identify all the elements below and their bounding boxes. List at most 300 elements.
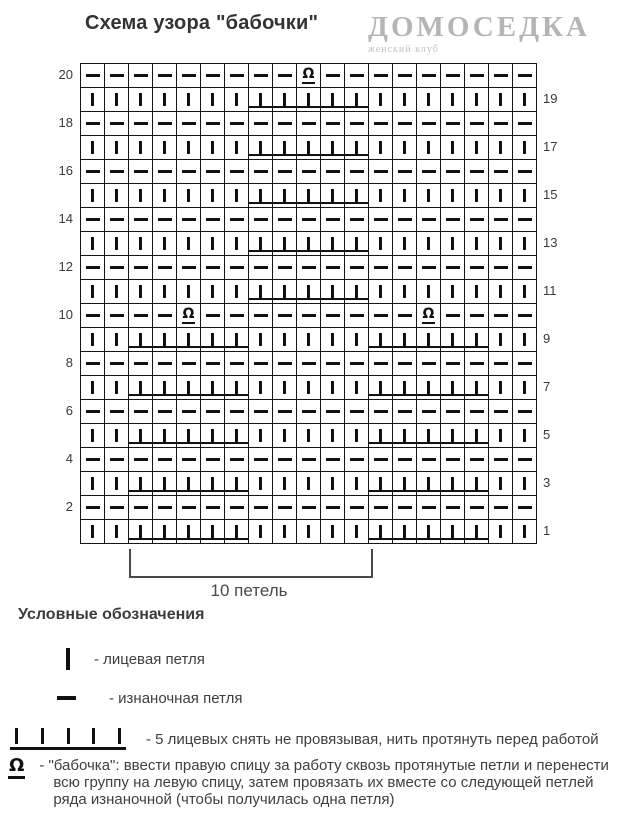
chart-cell-slipped-knit-with-strand	[225, 424, 249, 448]
knit-bar-icon	[451, 429, 454, 442]
row-number-left	[46, 327, 80, 351]
chart-cell-purl-stitch	[105, 448, 129, 472]
chart-cell-purl-stitch	[417, 496, 441, 520]
legend-item-label: - 5 лицевых снять не провязывая, нить протянуть перед работой	[146, 731, 599, 748]
knit-bar-icon	[403, 237, 406, 250]
chart-cell-slipped-knit-with-strand	[273, 184, 297, 208]
chart-cell-slipped-knit-with-strand	[225, 328, 249, 352]
chart-cell-slipped-knit-with-strand	[129, 424, 153, 448]
knit-bar-icon	[283, 477, 286, 490]
purl-dash-icon	[110, 170, 124, 173]
knit-bar-icon	[91, 477, 94, 490]
chart-cell-purl-stitch	[297, 448, 321, 472]
row-number-left: 18	[58, 115, 73, 130]
purl-dash-icon	[110, 74, 124, 77]
chart-cell-purl-stitch	[153, 400, 177, 424]
chart-cell-purl-stitch	[489, 256, 513, 280]
knit-bar-icon	[163, 525, 166, 538]
chart-cell-purl-stitch	[153, 304, 177, 328]
purl-dash-icon	[134, 362, 148, 365]
knit-bar-icon	[211, 525, 214, 538]
knit-bar-icon	[139, 381, 142, 394]
purl-dash-icon	[398, 122, 412, 125]
chart-cell-knit-stitch	[201, 88, 225, 112]
chart-cell-purl-stitch	[201, 64, 225, 88]
knit-bar-icon	[403, 333, 406, 346]
purl-dash-icon	[494, 122, 508, 125]
purl-dash-icon	[470, 506, 484, 509]
chart-cell-purl-stitch	[321, 448, 345, 472]
chart-cell-knit-stitch	[393, 232, 417, 256]
chart-cell-purl-stitch	[369, 208, 393, 232]
knit-bar-icon	[451, 477, 454, 490]
purl-dash-icon	[278, 122, 292, 125]
knit-bar-icon	[163, 381, 166, 394]
chart-cell-knit-stitch	[153, 136, 177, 160]
chart-cell-knit-stitch	[321, 376, 345, 400]
chart-cell-purl-stitch	[105, 352, 129, 376]
butterfly-icon: Ω	[302, 66, 315, 82]
knit-bar-icon	[235, 285, 238, 298]
chart-cell-slipped-knit-with-strand	[129, 376, 153, 400]
purl-dash-icon	[278, 362, 292, 365]
chart-cell-slipped-knit-with-strand	[297, 88, 321, 112]
row-number-right	[537, 207, 571, 231]
purl-dash-icon	[374, 314, 388, 317]
purl-dash-icon	[494, 74, 508, 77]
purl-dash-icon	[350, 122, 364, 125]
row-number-right: 9	[543, 331, 551, 346]
butterfly-icon: Ω	[182, 306, 195, 322]
chart-cell-purl-stitch	[345, 160, 369, 184]
purl-dash-icon	[302, 410, 316, 413]
knit-bar-icon	[163, 477, 166, 490]
row-number-left	[46, 231, 80, 255]
knit-bar-icon	[259, 477, 262, 490]
purl-dash-icon	[206, 74, 220, 77]
knit-bar-icon	[187, 285, 190, 298]
purl-dash-icon	[422, 74, 436, 77]
row-number-right	[537, 63, 571, 87]
chart-cell-purl-stitch	[177, 496, 201, 520]
chart-cell-butterfly	[177, 304, 201, 328]
chart-cell-purl-stitch	[297, 352, 321, 376]
purl-dash-icon	[278, 458, 292, 461]
chart-cell-purl-stitch	[441, 352, 465, 376]
chart-cell-purl-stitch	[297, 112, 321, 136]
purl-dash-icon	[518, 506, 532, 509]
knit-bar-icon	[403, 141, 406, 154]
chart-cell-knit-stitch	[249, 328, 273, 352]
knit-bar-icon	[379, 237, 382, 250]
chart-cell-purl-stitch	[249, 256, 273, 280]
knit-bar-icon	[211, 477, 214, 490]
purl-dash-icon	[158, 314, 172, 317]
chart-cell-slipped-knit-with-strand	[177, 424, 201, 448]
knit-bar-icon	[379, 477, 382, 490]
chart-cell-knit-stitch	[81, 520, 105, 544]
chart-cell-knit-stitch	[129, 232, 153, 256]
purl-dash-icon	[110, 506, 124, 509]
knit-bar-icon	[331, 141, 334, 154]
chart-cell-knit-stitch	[489, 88, 513, 112]
chart-cell-purl-stitch	[129, 400, 153, 424]
purl-dash-icon	[254, 218, 268, 221]
purl-dash-icon	[350, 362, 364, 365]
knit-bar-icon	[211, 237, 214, 250]
chart-cell-purl-stitch	[129, 256, 153, 280]
chart-cell-purl-stitch	[273, 448, 297, 472]
chart-cell-slipped-knit-with-strand	[201, 520, 225, 544]
chart-cell-purl-stitch	[297, 208, 321, 232]
row-number-left	[46, 183, 80, 207]
purl-dash-icon	[158, 266, 172, 269]
knit-bar-icon	[187, 477, 190, 490]
chart-cell-slipped-knit-with-strand	[369, 520, 393, 544]
chart-cell-knit-stitch	[345, 376, 369, 400]
chart-cell-purl-stitch	[225, 352, 249, 376]
chart-cell-purl-stitch	[153, 256, 177, 280]
purl-dash-icon	[254, 170, 268, 173]
purl-dash-icon	[374, 122, 388, 125]
chart-cell-knit-stitch	[513, 88, 537, 112]
purl-dash-icon	[422, 362, 436, 365]
chart-cell-slipped-knit-with-strand	[225, 472, 249, 496]
chart-cell-purl-stitch	[417, 160, 441, 184]
chart-cell-knit-stitch	[513, 136, 537, 160]
chart-cell-slipped-knit-with-strand	[249, 232, 273, 256]
chart-cell-purl-stitch	[201, 304, 225, 328]
row-number-left: 14	[58, 211, 73, 226]
knit-bar-icon	[475, 189, 478, 202]
chart-cell-purl-stitch	[297, 400, 321, 424]
chart-cell-slipped-knit-with-strand	[369, 424, 393, 448]
chart-cell-purl-stitch	[513, 448, 537, 472]
knit-bar-icon	[91, 333, 94, 346]
knit-bar-icon	[115, 333, 118, 346]
chart-cell-purl-stitch	[369, 496, 393, 520]
knit-bar-icon	[115, 189, 118, 202]
chart-cell-slipped-knit-with-strand	[417, 424, 441, 448]
chart-cell-knit-stitch	[177, 280, 201, 304]
chart-cell-knit-stitch	[225, 88, 249, 112]
purl-dash-icon	[494, 410, 508, 413]
chart-cell-knit-stitch	[489, 424, 513, 448]
knit-bar-icon	[499, 285, 502, 298]
chart-cell-purl-stitch	[513, 64, 537, 88]
purl-dash-icon	[86, 218, 100, 221]
chart-cell-slipped-knit-with-strand	[465, 376, 489, 400]
knit-bar-icon	[451, 237, 454, 250]
knit-bar-icon	[427, 333, 430, 346]
knit-bar-icon	[523, 525, 526, 538]
knit-bar-icon	[331, 285, 334, 298]
purl-dash-icon	[470, 218, 484, 221]
purl-dash-icon	[470, 458, 484, 461]
knit-bar-icon	[283, 333, 286, 346]
chart-cell-purl-stitch	[273, 112, 297, 136]
chart-cell-purl-stitch	[153, 208, 177, 232]
legend-item-label: - "бабочка": ввести правую спицу за работу сквозь протянутые петли и перенести всю группу на левую спицу, затем провязать их вместе со следующей петлей ряда изнаночной (чтобы получилась одна петля)	[39, 757, 609, 808]
chart-cell-knit-stitch	[297, 424, 321, 448]
purl-dash-icon	[134, 218, 148, 221]
chart-cell-knit-stitch	[489, 136, 513, 160]
row-number-left	[46, 519, 80, 543]
row-number-left: 2	[65, 499, 73, 514]
chart-cell-slipped-knit-with-strand	[129, 328, 153, 352]
chart-cell-purl-stitch	[441, 64, 465, 88]
purl-dash-icon	[350, 314, 364, 317]
purl-dash-icon	[302, 218, 316, 221]
purl-dash-icon	[494, 314, 508, 317]
chart-cell-purl-stitch	[153, 448, 177, 472]
knit-bar-icon	[331, 189, 334, 202]
row-number-right: 15	[543, 187, 558, 202]
knit-bar-icon	[499, 189, 502, 202]
chart-cell-purl-stitch	[153, 352, 177, 376]
chart-cell-purl-stitch	[369, 112, 393, 136]
knit-bar-icon	[283, 237, 286, 250]
chart-cell-purl-stitch	[225, 400, 249, 424]
purl-dash-icon	[182, 170, 196, 173]
knit-bar-icon	[259, 141, 262, 154]
knit-bar-icon	[139, 333, 142, 346]
chart-cell-slipped-knit-with-strand	[297, 232, 321, 256]
purl-dash-icon	[470, 362, 484, 365]
purl-dash-icon	[326, 170, 340, 173]
purl-dash-icon	[302, 122, 316, 125]
chart-cell-purl-stitch	[441, 256, 465, 280]
chart-cell-purl-stitch	[201, 448, 225, 472]
purl-dash-icon	[110, 410, 124, 413]
purl-dash-icon	[422, 410, 436, 413]
chart-cell-purl-stitch	[369, 448, 393, 472]
chart-cell-purl-stitch	[417, 112, 441, 136]
knit-bar-icon	[283, 429, 286, 442]
chart-cell-knit-stitch	[201, 232, 225, 256]
chart-cell-knit-stitch	[273, 328, 297, 352]
purl-dash-icon	[398, 362, 412, 365]
chart-cell-knit-stitch	[441, 88, 465, 112]
chart-cell-knit-stitch	[369, 280, 393, 304]
chart-cell-knit-stitch	[273, 424, 297, 448]
chart-cell-purl-stitch	[177, 256, 201, 280]
purl-dash-icon	[374, 266, 388, 269]
purl-dash-icon	[134, 74, 148, 77]
chart-cell-knit-stitch	[105, 424, 129, 448]
chart-cell-knit-stitch	[273, 520, 297, 544]
knit-bar-icon	[259, 237, 262, 250]
chart-cell-knit-stitch	[225, 136, 249, 160]
chart-cell-purl-stitch	[297, 256, 321, 280]
chart-cell-purl-stitch	[81, 256, 105, 280]
purl-dash-icon	[158, 362, 172, 365]
chart-cell-knit-stitch	[489, 376, 513, 400]
purl-dash-icon	[326, 74, 340, 77]
knit-bar-icon	[379, 141, 382, 154]
chart-cell-purl-stitch	[273, 160, 297, 184]
knit-bar-icon	[187, 189, 190, 202]
purl-dash-icon	[206, 266, 220, 269]
chart-cell-purl-stitch	[81, 352, 105, 376]
knit-bar-icon	[187, 237, 190, 250]
chart-cell-knit-stitch	[273, 376, 297, 400]
knit-bar-icon	[283, 189, 286, 202]
chart-cell-purl-stitch	[129, 496, 153, 520]
chart-cell-purl-stitch	[273, 352, 297, 376]
purl-dash-icon	[134, 122, 148, 125]
chart-cell-slipped-knit-with-strand	[465, 328, 489, 352]
chart-cell-purl-stitch	[489, 352, 513, 376]
knit-bar-icon	[115, 237, 118, 250]
purl-dash-icon	[470, 410, 484, 413]
chart-cell-slipped-knit-with-strand	[249, 88, 273, 112]
chart-cell-knit-stitch	[465, 232, 489, 256]
row-number-right	[537, 495, 571, 519]
purl-dash-icon	[182, 218, 196, 221]
chart-cell-purl-stitch	[345, 208, 369, 232]
chart-cell-knit-stitch	[321, 328, 345, 352]
chart-cell-knit-stitch	[345, 472, 369, 496]
purl-dash-icon	[518, 362, 532, 365]
knit-bar-icon	[523, 477, 526, 490]
purl-dash-icon	[182, 266, 196, 269]
purl-dash-icon	[182, 458, 196, 461]
purl-dash-icon	[230, 410, 244, 413]
row-number-right	[537, 399, 571, 423]
knit-bar-icon	[451, 525, 454, 538]
chart-cell-purl-stitch	[177, 448, 201, 472]
knit-bar-icon	[379, 429, 382, 442]
chart-cell-purl-stitch	[489, 112, 513, 136]
chart-cell-knit-stitch	[81, 328, 105, 352]
chart-cell-purl-stitch	[177, 160, 201, 184]
knit-bar-icon	[163, 333, 166, 346]
chart-cell-knit-stitch	[513, 424, 537, 448]
knit-bar-icon	[331, 333, 334, 346]
chart-cell-butterfly	[417, 304, 441, 328]
purl-dash-icon	[326, 458, 340, 461]
row-number-left: 6	[65, 403, 73, 418]
knit-bar-icon	[451, 333, 454, 346]
chart-cell-knit-stitch	[513, 280, 537, 304]
chart-cell-knit-stitch	[129, 88, 153, 112]
purl-dash-icon	[134, 314, 148, 317]
purl-dash-icon	[470, 170, 484, 173]
chart-cell-knit-stitch	[513, 232, 537, 256]
chart-cell-knit-stitch	[513, 376, 537, 400]
purl-dash-icon	[326, 218, 340, 221]
chart-cell-slipped-knit-with-strand	[177, 520, 201, 544]
purl-dash-icon	[374, 362, 388, 365]
chart-cell-butterfly	[297, 64, 321, 88]
chart-cell-knit-stitch	[105, 328, 129, 352]
chart-cell-knit-stitch	[81, 280, 105, 304]
knit-bar-icon	[451, 141, 454, 154]
knit-bar-icon	[427, 237, 430, 250]
chart-cell-purl-stitch	[465, 256, 489, 280]
chart-cell-purl-stitch	[369, 64, 393, 88]
chart-cell-purl-stitch	[129, 352, 153, 376]
chart-cell-purl-stitch	[345, 448, 369, 472]
chart-cell-purl-stitch	[153, 112, 177, 136]
chart-cell-purl-stitch	[369, 160, 393, 184]
knit-bar-icon	[379, 381, 382, 394]
purl-dash-icon	[326, 362, 340, 365]
knit-bar-icon	[403, 381, 406, 394]
knit-bar-icon	[427, 141, 430, 154]
chart-cell-knit-stitch	[177, 88, 201, 112]
chart-cell-purl-stitch	[345, 112, 369, 136]
row-number-right	[537, 111, 571, 135]
knit-bar-icon	[91, 141, 94, 154]
chart-cell-slipped-knit-with-strand	[273, 88, 297, 112]
knit-bar-icon	[259, 381, 262, 394]
chart-cell-knit-stitch	[369, 184, 393, 208]
purl-dash-icon	[350, 458, 364, 461]
chart-cell-purl-stitch	[345, 496, 369, 520]
chart-cell-slipped-knit-with-strand	[441, 424, 465, 448]
knit-bar-icon	[283, 525, 286, 538]
knit-bar-icon	[523, 237, 526, 250]
chart-cell-purl-stitch	[441, 160, 465, 184]
chart-cell-purl-stitch	[225, 112, 249, 136]
chart-cell-purl-stitch	[249, 496, 273, 520]
knit-bar-icon	[475, 141, 478, 154]
purl-dash-icon	[278, 314, 292, 317]
chart-cell-purl-stitch	[513, 304, 537, 328]
chart-cell-knit-stitch	[417, 280, 441, 304]
knit-bar-icon	[91, 285, 94, 298]
knit-bar-icon	[499, 477, 502, 490]
purl-dash-icon	[86, 266, 100, 269]
chart-cell-purl-stitch	[321, 352, 345, 376]
chart-cell-knit-stitch	[249, 472, 273, 496]
chart-cell-knit-stitch	[153, 184, 177, 208]
chart-cell-knit-stitch	[297, 328, 321, 352]
chart-cell-purl-stitch	[177, 400, 201, 424]
knit-bar-icon	[331, 237, 334, 250]
purl-dash-icon	[446, 314, 460, 317]
knit-bar-icon	[235, 429, 238, 442]
row-number-left: 16	[58, 163, 73, 178]
chart-cell-slipped-knit-with-strand	[321, 136, 345, 160]
knit-bar-icon	[211, 285, 214, 298]
chart-cell-purl-stitch	[321, 304, 345, 328]
knit-bar-icon	[259, 189, 262, 202]
chart-cell-purl-stitch	[81, 304, 105, 328]
chart-cell-purl-stitch	[273, 400, 297, 424]
purl-dash-icon	[158, 74, 172, 77]
chart-cell-knit-stitch	[489, 280, 513, 304]
chart-cell-purl-stitch	[489, 304, 513, 328]
purl-dash-icon	[230, 74, 244, 77]
knit-bar-icon	[163, 285, 166, 298]
chart-cell-knit-stitch	[321, 472, 345, 496]
knit-bar-icon	[235, 381, 238, 394]
chart-cell-knit-stitch	[393, 280, 417, 304]
knit-bar-icon	[499, 525, 502, 538]
purl-dash-icon	[110, 218, 124, 221]
chart-cell-knit-stitch	[225, 184, 249, 208]
chart-cell-purl-stitch	[153, 64, 177, 88]
chart-cell-knit-stitch	[417, 136, 441, 160]
chart-cell-knit-stitch	[417, 184, 441, 208]
knit-bar-icon	[331, 93, 334, 106]
chart-cell-slipped-knit-with-strand	[225, 520, 249, 544]
knit-bar-icon	[163, 237, 166, 250]
chart-cell-purl-stitch	[105, 304, 129, 328]
